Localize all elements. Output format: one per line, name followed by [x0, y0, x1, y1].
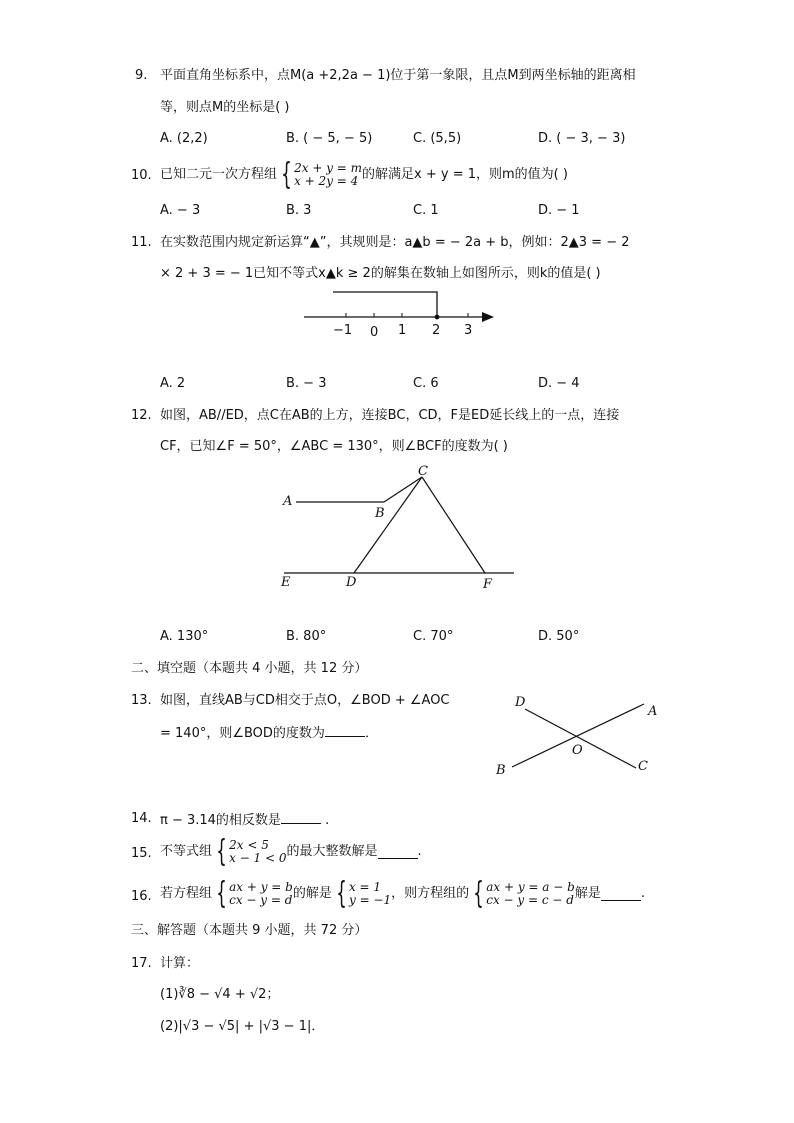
q11-number: 11.	[131, 235, 152, 250]
q12-number: 12.	[131, 408, 152, 423]
q14-stem: π − 3.14的相反数是 .	[160, 813, 330, 828]
q11-number-line-figure	[300, 286, 500, 342]
q12-stem-line1: 如图，AB//ED，点C在AB的上方，连接BC，CD，F是ED延长线上的一点，连接	[160, 408, 620, 423]
segment-cf	[422, 477, 485, 573]
line-cd	[525, 709, 636, 768]
point-label-b: B	[496, 763, 506, 778]
section3-heading: 三、解答题（本题共 9 小题，共 72 分）	[131, 923, 368, 938]
q9-option-b: B. ( − 5, − 5)	[286, 131, 373, 146]
point-label-o: O	[572, 743, 583, 758]
axis-arrow-icon	[482, 312, 494, 322]
point-label-d: D	[346, 575, 357, 590]
point-label-e: E	[281, 575, 291, 590]
q15-stem: 不等式组 { 2x < 5 x − 1 < 0 的最大整数解是 .	[160, 834, 422, 869]
q10-eq1: 2x + y = m	[294, 161, 363, 175]
q17-number: 17.	[131, 956, 152, 971]
q9-stem-line2: 等，则点M的坐标是( )	[160, 100, 290, 115]
q9-option-a: A. (2,2)	[160, 131, 208, 146]
q17-part1: (1)∛8 − √4 + √2；	[160, 987, 280, 1002]
q13-number: 13.	[131, 693, 152, 708]
q10-number: 10.	[131, 168, 152, 183]
q12-option-c: C. 70°	[413, 629, 454, 644]
q10-stem: 已知二元一次方程组 { 2x + y = m x + 2y = 4 的解满足x + y = 1，则m的值为( )	[160, 157, 568, 192]
q9-stem-line1: 平面直角坐标系中，点M(a +2,2a − 1)位于第一象限，且点M到两坐标轴的距离相	[160, 68, 636, 83]
q11-option-b: B. − 3	[286, 376, 327, 391]
q13-stem-line2: = 140°，则∠BOD的度数为 ．	[160, 726, 378, 741]
point-label-c: C	[638, 759, 648, 774]
q14-answer-blank[interactable]	[281, 811, 321, 824]
q17-part2: (2)|√3 − √5| + |√3 − 1|．	[160, 1019, 325, 1034]
q12-geometry-figure	[270, 460, 530, 595]
axis-label-neg1: −1	[333, 323, 353, 338]
q9-option-d: D. ( − 3, − 3)	[538, 131, 626, 146]
q15-answer-blank[interactable]	[378, 846, 418, 859]
point-label-a: A	[648, 704, 658, 719]
axis-label-2: 2	[432, 323, 441, 338]
q15-number: 15.	[131, 846, 152, 861]
q10-eq2: x + 2y = 4	[294, 174, 359, 188]
q13-intersecting-lines-figure	[490, 690, 670, 780]
q9-option-c: C. (5,5)	[413, 131, 462, 146]
solid-endpoint	[435, 315, 440, 320]
q12-option-b: B. 80°	[286, 629, 327, 644]
q15-eq2: x − 1 < 0	[229, 851, 287, 865]
solution-set-bracket	[333, 292, 437, 316]
q12-option-d: D. 50°	[538, 629, 580, 644]
q14-number: 14.	[131, 811, 152, 826]
q10-option-c: C. 1	[413, 203, 439, 218]
q11-option-a: A. 2	[160, 376, 186, 391]
q11-stem-line2: × 2 + 3 = − 1已知不等式x▲k ≥ 2的解集在数轴上如图所示，则k的值是( )	[160, 266, 601, 281]
q10-pre: 已知二元一次方程组	[160, 167, 278, 182]
q10-post: 的解满足x + y = 1，则m的值为( )	[362, 167, 568, 182]
section2-heading: 二、填空题（本题共 4 小题，共 12 分）	[131, 661, 368, 676]
q12-stem-line2: CF，已知∠F = 50°，∠ABC = 130°，则∠BCF的度数为( )	[160, 439, 508, 454]
point-label-c: C	[418, 464, 428, 479]
q10-option-a: A. − 3	[160, 203, 201, 218]
segment-bc	[384, 477, 422, 502]
q13-stem-line1: 如图，直线AB与CD相交于点O，∠BOD + ∠AOC	[160, 693, 450, 708]
q12-option-a: A. 130°	[160, 629, 209, 644]
q17-title: 计算：	[160, 956, 200, 971]
axis-label-0: 0	[370, 325, 379, 340]
point-label-d: D	[515, 695, 526, 710]
axis-label-3: 3	[464, 323, 473, 338]
q11-option-d: D. − 4	[538, 376, 580, 391]
q10-option-d: D. − 1	[538, 203, 580, 218]
point-label-a: A	[283, 494, 293, 509]
q13-answer-blank[interactable]	[325, 724, 365, 737]
q9-number: 9.	[135, 68, 148, 83]
q11-option-c: C. 6	[413, 376, 439, 391]
q11-stem-line1: 在实数范围内规定新运算“▲”，其规则是：a▲b = − 2a + b，例如：2▲3 = − 2	[160, 235, 630, 250]
q16-number: 16.	[131, 889, 152, 904]
axis-label-1: 1	[398, 323, 407, 338]
q16-answer-blank[interactable]	[601, 888, 641, 901]
segment-cd	[354, 477, 422, 573]
point-label-f: F	[483, 577, 493, 592]
point-label-b: B	[375, 506, 385, 521]
q10-option-b: B. 3	[286, 203, 312, 218]
q15-eq1: 2x < 5	[229, 838, 269, 852]
q16-stem: 若方程组 { ax + y = b cx − y = d 的解是 { x = 1 y = −1 ，则方程组的 { ax + y = a − b cx − y = c − d 解是 .	[160, 876, 645, 911]
